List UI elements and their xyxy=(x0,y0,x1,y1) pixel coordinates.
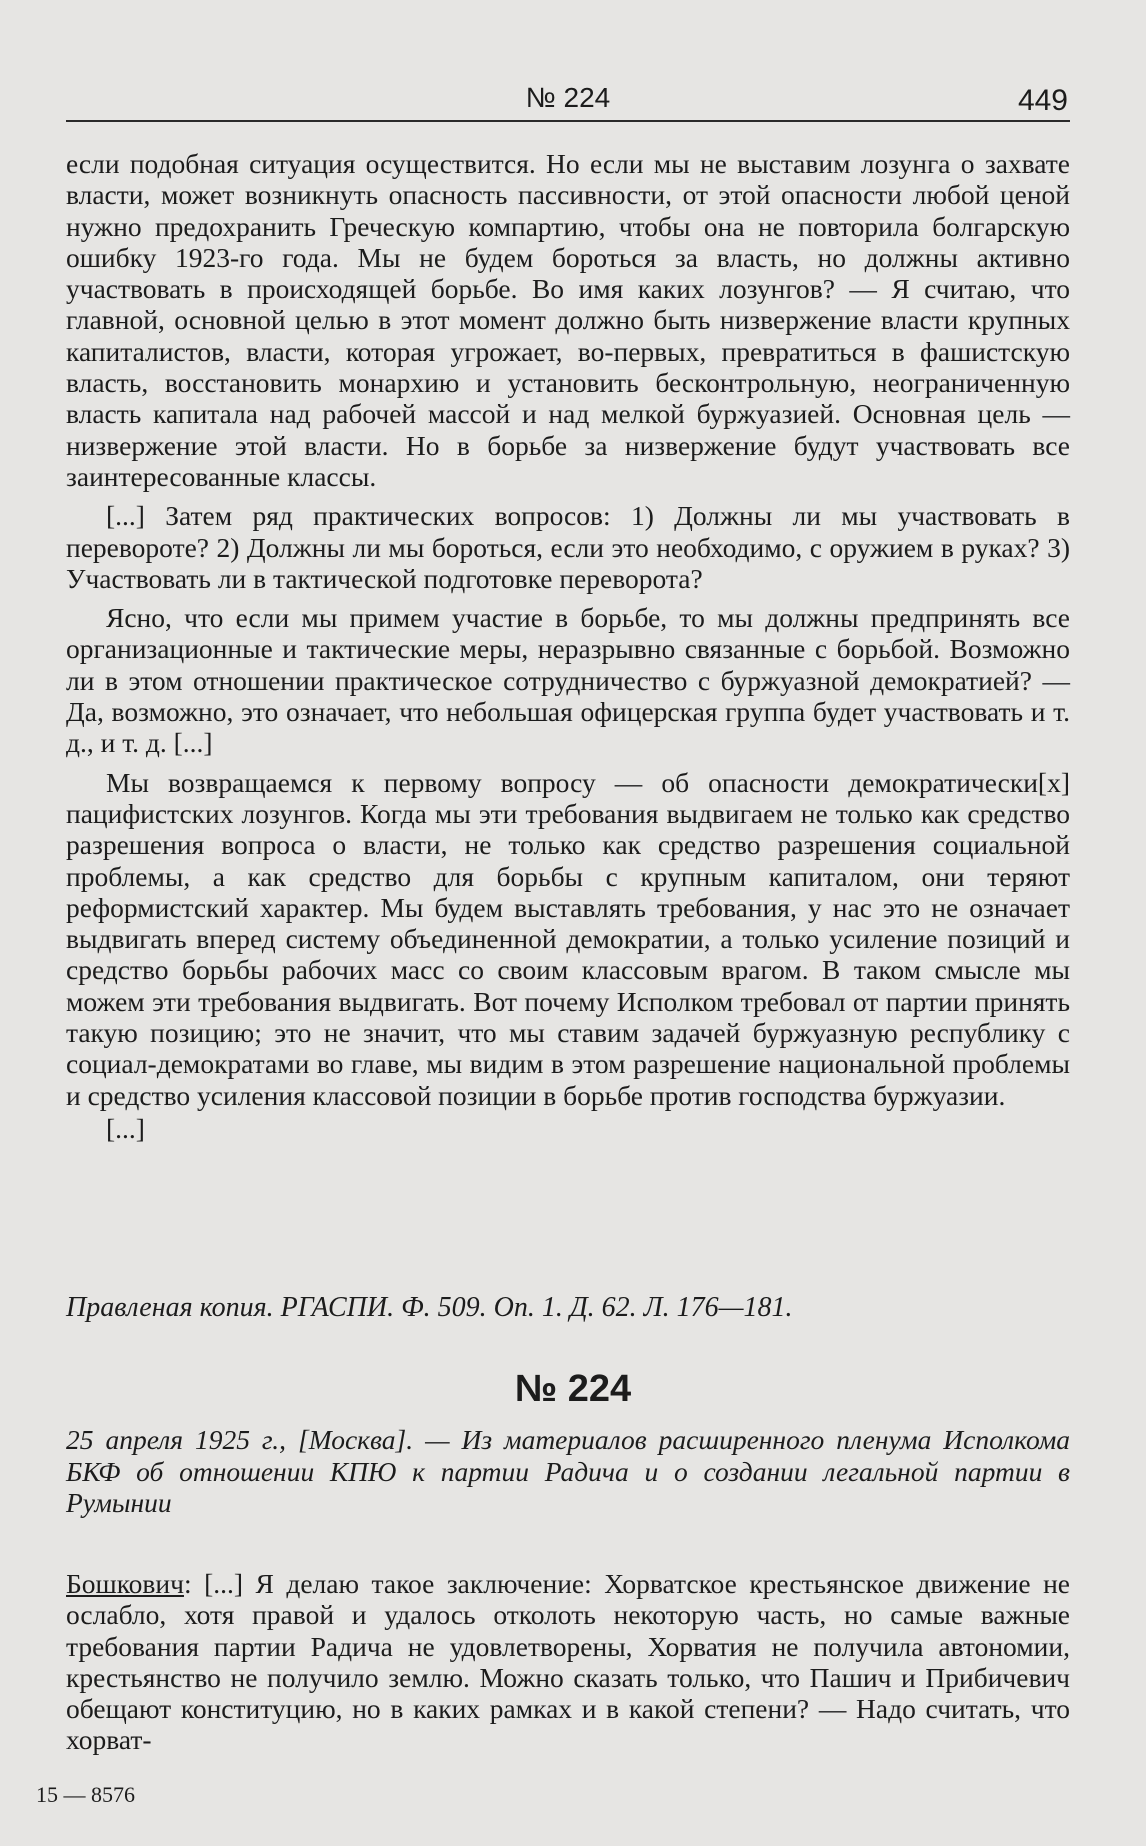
document-heading: 25 апреля 1925 г., [Москва]. — Из материалов расширенного пленума Исполкома БКФ об отношении КПЮ к партии Радича и о создании легальной партии в Румынии xyxy=(66,1424,1070,1518)
omission-marker: [...] xyxy=(106,1112,145,1144)
paragraph: [...] Затем ряд практических вопросов: 1) Должны ли мы участвовать в перевороте? 2) Должны ли мы бороться, если это необходимо, с оружием в руках? 3) Участвовать ли в тактической подготовке переворота? xyxy=(66,500,1070,594)
page-header xyxy=(66,80,1070,122)
paragraph-continuation: если подобная ситуация осуществится. Но если мы не выставим лозунга о захвате власти, может возникнуть опасность пассивности, от этой опасности любой ценой нужно предохранить Греческую компартию, чтобы она не повторила болгарскую ошибку 1923-го года. Мы не будем бороться за власть, но должны активно участвовать в происходящей борьбе. Во имя каких лозунгов? — Я считаю, что главной, основной целью в этот момент должно быть низвержение власти крупных капиталистов, власти, которая угрожает, во-первых, превратиться в фашистскую власть, восстановить монархию и установить бесконтрольную, неограниченную власть капитала над рабочей массой и над мелкой буржуазией. Основная цель — низвержение этой власти. Но в борьбе за низвержение будут участвовать все заинтересованные классы. xyxy=(66,148,1070,492)
speech-paragraph xyxy=(66,1568,1070,1756)
running-title: № 224 xyxy=(525,82,611,113)
page-number: 449 xyxy=(1017,84,1068,117)
paragraph: Мы возвращаемся к первому вопросу — об опасности демократически[х] пацифистских лозунгов. Когда мы эти требования выдвигаем не только как средство разрешения вопроса о власти, не только как средство разрешения социальной проблемы, а как средство для борьбы с крупным капиталом, они теряют реформистский характер. Мы будем выставлять требования, у нас это не означает выдвигать вперед систему объединенной демократии, а только усиление позиций и средство борьбы рабочих масс со своим классовым врагом. В таком смысле мы можем эти требования выдвигать. Вот почему Исполком требовал от партии принять такую позицию; это не значит, что мы ставим задачей буржуазную республику с социал-демократами во главе, мы видим в этом разрешение национальной проблемы и средство усиления классовой позиции в борьбе против господства буржуазии. xyxy=(66,766,1070,1111)
printer-signature-mark: 15 — 8576 xyxy=(36,1782,135,1807)
archival-source-note: Правленая копия. РГАСПИ. Ф. 509. Оп. 1. Д. 62. Л. 176—181. xyxy=(66,1292,793,1323)
paragraph: Ясно, что если мы примем участие в борьбе, то мы должны предпринять все организационные и тактические меры, неразрывно связанные с борьбой. Возможно ли в этом отношении практическое сотрудничество с буржуазной демократией? — Да, возможно, это означает, что небольшая офицерская группа будет участвовать и т. д., и т. д. [...] xyxy=(66,602,1070,759)
speech-text: [...] Я делаю такое заключение: Хорватское крестьянское движение не ослабло, хотя правой и удалось отколоть некоторую часть, но самые важные требования партии Радича не удовлетворены, Хорватия не получила автономии, крестьянство не получило землю. Можно сказать только, что Пашич и Прибичевич обещают конституцию, но в каких рамках и в какой степени? — Надо считать, что хорват- xyxy=(66,1568,1070,1756)
speaker-colon: : xyxy=(183,1568,192,1599)
main-text xyxy=(66,148,1070,1144)
document-number: № 224 xyxy=(514,1368,632,1410)
speaker-name: Бошкович xyxy=(66,1568,184,1599)
